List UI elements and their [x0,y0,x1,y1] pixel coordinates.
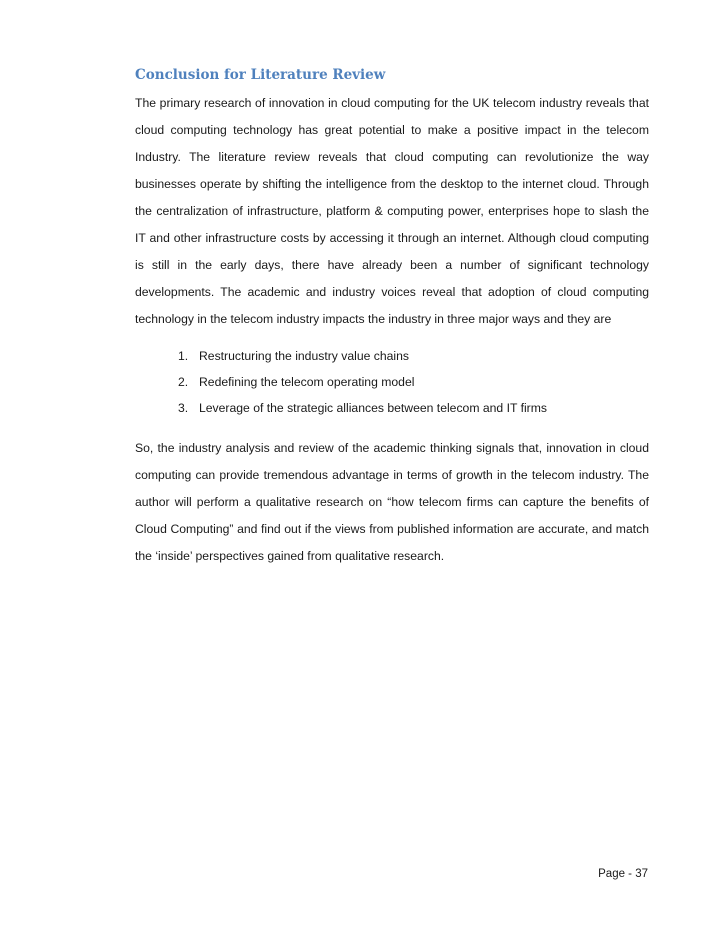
list-item-number: 2. [178,375,189,389]
list-item [135,369,649,395]
paragraph-intro: The primary research of innovation in cloud computing for the UK telecom industry reveals that cloud computing technology has great potential to make a positive impact in the telecom Industry. The literature review reveals that cloud computing can revolutionize the way businesses operate by shifting the intelligence from the desktop to the internet cloud. Through the centralization of infrastructure, platform & computing power, enterprises hope to slash the IT and other infrastructure costs by accessing it through an internet. Although cloud computing is still in the early days, there have already been a number of significant technology developments. The academic and industry voices reveal that adoption of cloud computing technology in the telecom industry impacts the industry in three major ways and they are [135,96,649,326]
list-item-number: 1. [178,349,189,363]
list-item-text: Restructuring the industry value chains [199,349,410,363]
list-item [135,343,649,369]
list-item-text: Redefining the telecom operating model [199,375,415,389]
list-item-text: Leverage of the strategic alliances between telecom and IT firms [199,401,547,415]
impact-list [135,343,649,421]
page-content [135,66,649,570]
paragraph-conclusion: So, the industry analysis and review of the academic thinking signals that, innovation in cloud computing can provide tremendous advantage in terms of growth in the telecom industry. The author will perform a qualitative research on “how telecom firms can capture the benefits of Cloud Computing” and find out if the views from published information are accurate, and match the ‘inside’ perspectives gained from qualitative research. [135,441,649,563]
page-number: Page - 37 [598,868,648,880]
list-item [135,395,649,421]
section-heading: Conclusion for Literature Review [135,67,386,83]
list-item-number: 3. [178,401,189,415]
